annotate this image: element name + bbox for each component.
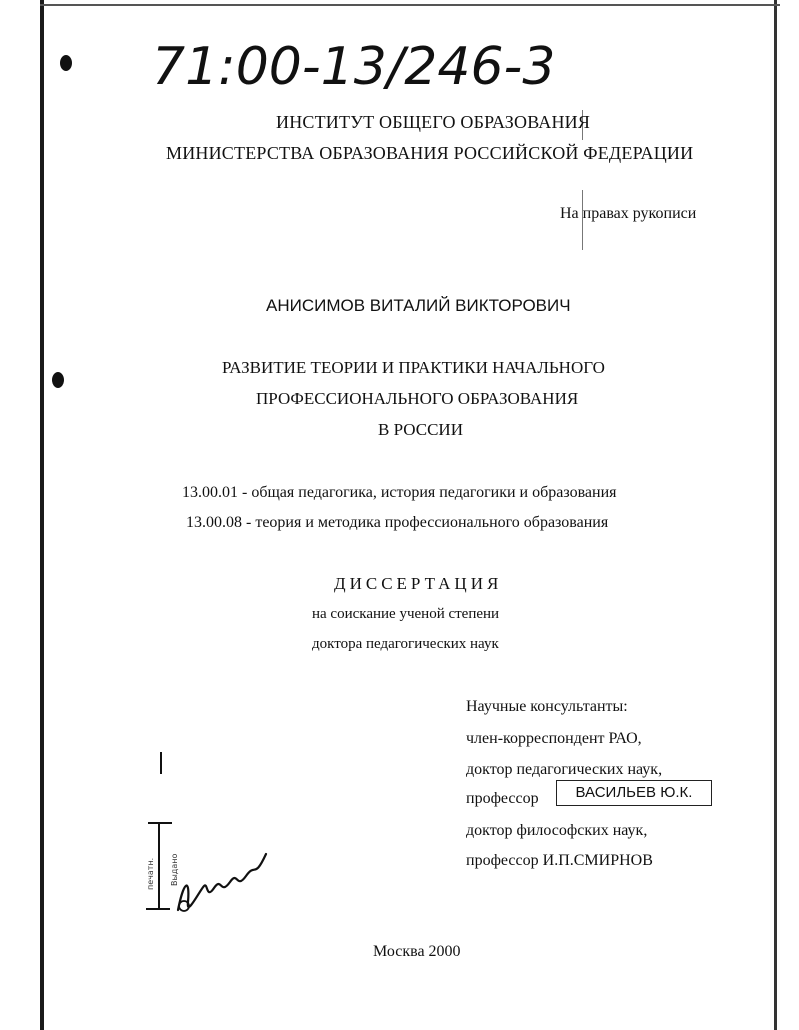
institute-line-2: МИНИСТЕРСТВА ОБРАЗОВАНИЯ РОССИЙСКОЙ ФЕДЕРАЦИИ — [166, 143, 694, 163]
author-name: АНИСИМОВ ВИТАЛИЙ ВИКТОРОВИЧ — [266, 296, 571, 315]
margin-note-right: Выдано — [170, 853, 179, 886]
consultant-1-degree: доктор педагогических наук, — [466, 761, 663, 778]
consultant-1-prefix: профессор — [466, 790, 539, 807]
title-line-3: В РОССИИ — [378, 420, 463, 439]
consultant-2-name: профессор И.П.СМИРНОВ — [466, 852, 653, 869]
consultant-1-name-stamp: ВАСИЛЬЕВ Ю.К. — [556, 780, 712, 806]
degree-line-1: на соискание ученой степени — [312, 606, 500, 622]
handwritten-archive-number — [150, 22, 610, 112]
title-line-2: ПРОФЕССИОНАЛЬНОГО ОБРАЗОВАНИЯ — [256, 389, 579, 408]
punch-hole-middle — [52, 372, 64, 388]
manuscript-rights: На правах рукописи — [560, 205, 697, 222]
scan-left-edge — [40, 0, 44, 1030]
handwritten-number-text: 71:00-13/246-3 — [152, 37, 556, 97]
degree-line-2: доктора педагогических наук — [312, 636, 499, 652]
consultant-2-degree: доктор философских наук, — [466, 822, 648, 839]
specialty-2: 13.00.08 - теория и методика профессионального образования — [186, 514, 609, 531]
consultants-heading: Научные консультанты: — [466, 698, 628, 715]
punch-hole-top — [60, 55, 72, 71]
scan-right-edge — [774, 0, 777, 1030]
institute-line-1: ИНСТИТУТ ОБЩЕГО ОБРАЗОВАНИЯ — [276, 112, 591, 132]
margin-stamp-line — [158, 822, 160, 910]
signature-scribble — [170, 840, 280, 920]
margin-note-left: печатн. — [146, 857, 155, 890]
specialty-1: 13.00.01 - общая педагогика, история педагогики и образования — [182, 484, 617, 501]
margin-tick — [160, 752, 162, 774]
consultant-1-title: член-корреспондент РАО, — [466, 730, 642, 747]
scan-top-edge — [40, 4, 780, 6]
dissertation-label: ДИССЕРТАЦИЯ — [334, 574, 503, 593]
margin-stamp-bottom — [146, 908, 170, 910]
margin-stamp-top — [148, 822, 172, 824]
city-year: Москва 2000 — [373, 943, 461, 960]
title-line-1: РАЗВИТИЕ ТЕОРИИ И ПРАКТИКИ НАЧАЛЬНОГО — [222, 358, 605, 377]
